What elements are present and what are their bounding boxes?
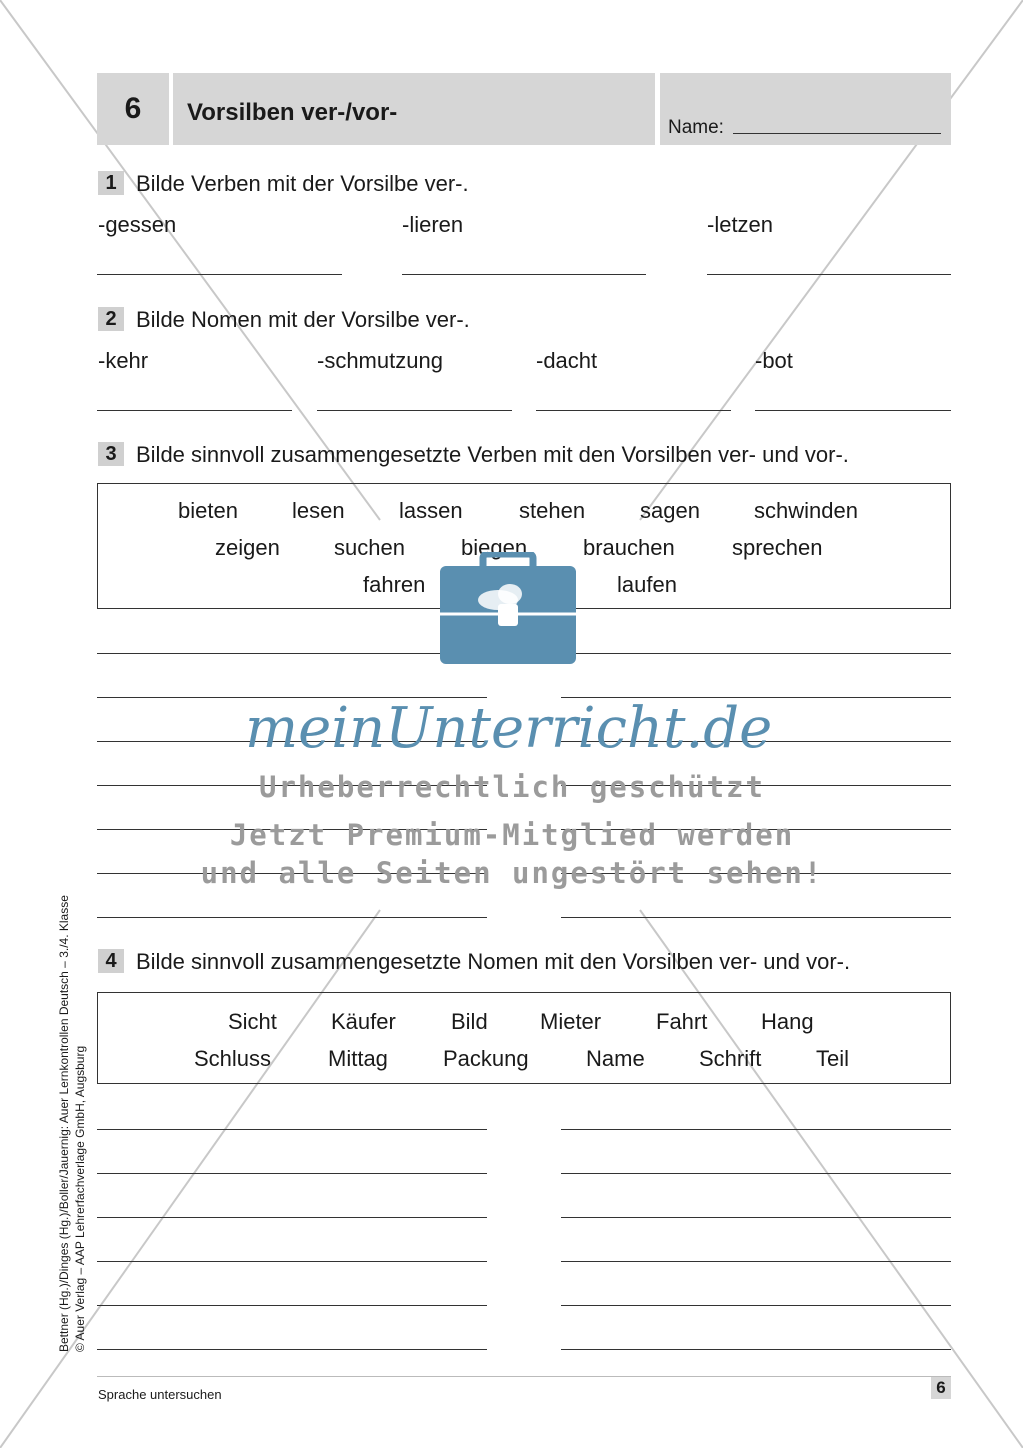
verb-word: brauchen [583, 535, 675, 560]
answer-line[interactable] [97, 1261, 487, 1262]
answer-line[interactable] [561, 1349, 951, 1350]
task1-word: -lieren [402, 212, 464, 237]
name-label: Name: [668, 117, 724, 138]
verb-word: stehen [519, 498, 586, 523]
answer-line[interactable] [561, 1305, 951, 1306]
answer-line[interactable] [755, 410, 951, 411]
verb-word: lassen [399, 498, 463, 523]
answer-line[interactable] [97, 1217, 487, 1218]
noun-word: Mieter [540, 1009, 602, 1034]
verb-word: fahren [363, 572, 426, 597]
answer-line[interactable] [561, 1261, 951, 1262]
verb-word: bieten [178, 498, 238, 523]
watermark-text: und alle Seiten ungestört sehen! [200, 856, 824, 890]
answer-line[interactable] [97, 1129, 487, 1130]
noun-word: Schluss [194, 1046, 272, 1071]
answer-line[interactable] [97, 1305, 487, 1306]
task2-word: -schmutzung [317, 348, 443, 373]
noun-word: Käufer [331, 1009, 396, 1034]
footer-divider [97, 1376, 951, 1377]
answer-line[interactable] [561, 1173, 951, 1174]
answer-line[interactable] [97, 653, 487, 654]
answer-line[interactable] [402, 274, 646, 275]
verb-word: zeigen [215, 535, 280, 560]
task2-word: -dacht [536, 348, 598, 373]
answer-line[interactable] [97, 410, 292, 411]
task1-instruction: Bilde Verben mit der Vorsilbe ver-. [136, 171, 469, 196]
answer-line[interactable] [97, 1173, 487, 1174]
answer-line[interactable] [561, 653, 951, 654]
noun-word: Schrift [699, 1046, 762, 1071]
briefcase-icon [438, 552, 578, 666]
verb-word: sagen [640, 498, 700, 523]
task1-number: 1 [98, 171, 124, 195]
sidebar-copyright: © Auer Verlag – AAP Lehrerfachverlage GmbH, Augsburg [73, 1045, 87, 1352]
noun-word: Bild [451, 1009, 488, 1034]
task3-instruction: Bilde sinnvoll zusammengesetzte Verben mit den Vorsilben ver- und vor-. [136, 442, 849, 467]
worksheet-number: 6 [97, 73, 169, 145]
task3-number: 3 [98, 442, 124, 466]
task2-instruction: Bilde Nomen mit der Vorsilbe ver-. [136, 307, 470, 332]
verb-word: schwinden [754, 498, 858, 523]
answer-line[interactable] [317, 410, 512, 411]
answer-line[interactable] [97, 917, 487, 918]
noun-word: Hang [761, 1009, 814, 1034]
task1-word: -letzen [707, 212, 774, 237]
task2-word: -kehr [98, 348, 149, 373]
sidebar-citation: Bettner (Hg.)/Dinges (Hg.)/Boller/Jauernig: Auer Lernkontrollen Deutsch – 3./4. Klasse [57, 895, 71, 1352]
noun-word: Sicht [228, 1009, 277, 1034]
verb-word: sprechen [732, 535, 823, 560]
answer-line[interactable] [561, 917, 951, 918]
verb-word: suchen [334, 535, 405, 560]
diagonal-line [640, 910, 1023, 1448]
name-box [660, 73, 951, 145]
verb-word: laufen [617, 572, 677, 597]
noun-word: Teil [816, 1046, 850, 1071]
answer-line[interactable] [561, 1129, 951, 1130]
task2-word: -bot [755, 348, 793, 373]
answer-line[interactable] [707, 274, 951, 275]
answer-line[interactable] [97, 274, 342, 275]
answer-line[interactable] [561, 1217, 951, 1218]
page-number: 6 [931, 1377, 951, 1399]
task2-number: 2 [98, 307, 124, 331]
verb-word: biegen [461, 535, 528, 560]
answer-line[interactable] [536, 410, 731, 411]
noun-word: Fahrt [656, 1009, 708, 1034]
task4-instruction: Bilde sinnvoll zusammengesetzte Nomen mit den Vorsilben ver- und vor-. [136, 949, 851, 974]
task1-word: -gessen [98, 212, 177, 237]
noun-word: Mittag [328, 1046, 388, 1071]
noun-word: Packung [443, 1046, 529, 1071]
noun-word: Name [586, 1046, 645, 1071]
worksheet-title: Vorsilben ver-/vor- [173, 73, 655, 145]
verb-word: lesen [292, 498, 345, 523]
answer-line[interactable] [97, 1349, 487, 1350]
watermark-text: Urheberrechtlich geschützt [259, 770, 765, 804]
footer-section: Sprache untersuchen [98, 1387, 222, 1402]
name-line[interactable] [733, 133, 941, 134]
watermark-text: Jetzt Premium-Mitglied werden [229, 818, 795, 852]
task4-number: 4 [98, 949, 124, 973]
watermark-brand: meinUnterricht.de [245, 696, 773, 761]
